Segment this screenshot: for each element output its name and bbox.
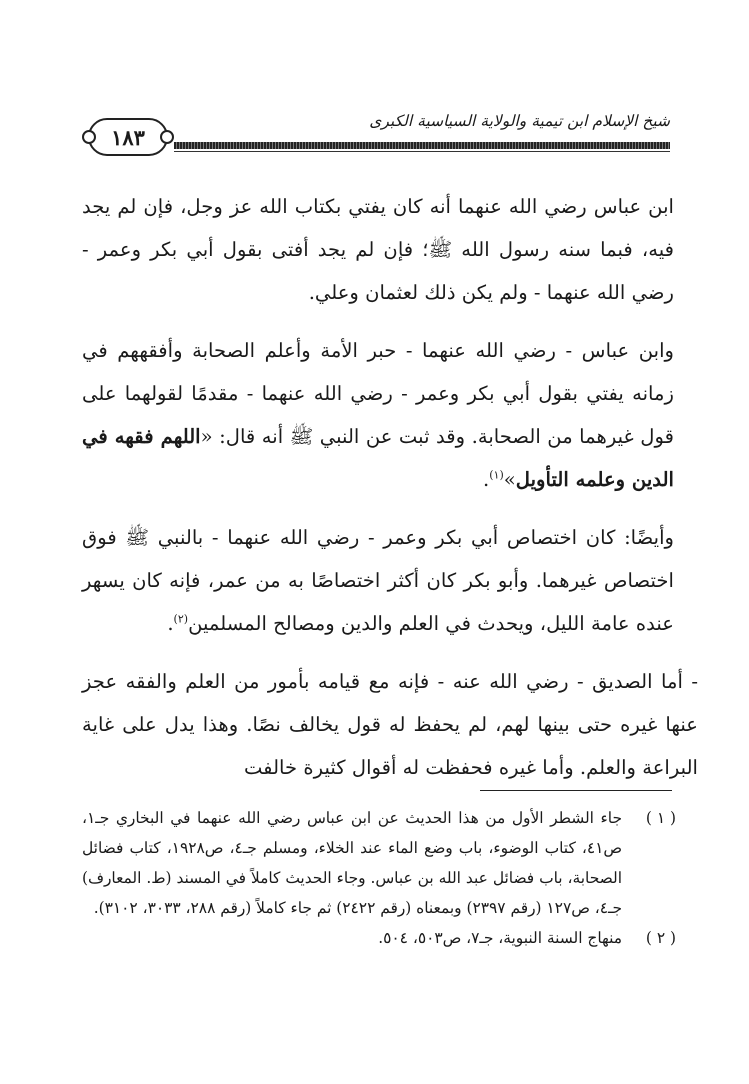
- footnote-divider: [480, 790, 672, 791]
- header-rule: [174, 142, 670, 149]
- paragraph-2: [82, 329, 674, 501]
- footnote-2-text: منهاج السنة النبوية، جـ٧، ص٥٠٣، ٥٠٤.: [378, 929, 622, 947]
- footnote-2-number: ( ٢ ): [645, 929, 676, 947]
- paragraph-3-text: وأيضًا: كان اختصاص أبي بكر وعمر - رضي الله عنهما - بالنبي ﷺ فوق اختصاص غيرهما. وأبو بكر كان أكثر اختصاصًا به من عمر، فإنه كان يسهر عنده عامة الليل، ويحدث في العلم والدين ومصالح المسلمين: [82, 526, 674, 635]
- paragraph-1: ابن عباس رضي الله عنهما أنه كان يفتي بكتاب الله عز وجل، فإن لم يجد فيه، فبما سنه رسول الله ﷺ؛ فإن لم يجد أفتى بقول أبي بكر وعمر - رضي الله عنهما - ولم يكن ذلك لعثمان وعلي.: [82, 195, 674, 304]
- footnote-ref-2[interactable]: (٢): [173, 612, 189, 626]
- footnote-1-text: جاء الشطر الأول من هذا الحديث عن ابن عباس رضي الله عنهما في البخاري جـ١، ص٤١، كتاب الوضوء، باب وضع الماء عند الخلاء، ومسلم جـ٤، ص١٩٢٨، كتاب فضائل الصحابة، باب فضائل عبد الله بن عباس. وجاء الحديث كاملاً في المسند (ط. المعارف) جـ٤، ص١٢٧ (رقم ٢٣٩٧) وبمعناه (رقم ٢٤٢٢) ثم جاء كاملاً (رقم ٢٨٨، ٣٠٣٣، ٣١٠٢).: [82, 809, 622, 917]
- page-header: [88, 112, 670, 162]
- paragraph-3: [82, 516, 674, 645]
- footnotes: [82, 803, 676, 953]
- quote-close: »: [503, 468, 516, 491]
- footnote-ref-1[interactable]: (١): [489, 468, 504, 482]
- hadith-quote: اللهم فقهه في الدين وعلمه التأويل: [82, 425, 674, 491]
- paragraph-2-end: .: [483, 468, 490, 491]
- page-number-badge: [88, 118, 168, 156]
- paragraph-3-end: .: [167, 612, 174, 635]
- page-number: ١٨٣: [111, 124, 145, 150]
- running-title: شيخ الإسلام ابن تيمية والولاية السياسية الكبرى: [369, 112, 670, 130]
- footnote-1-number: ( ١ ): [645, 809, 676, 827]
- paragraph-4: - أما الصديق - رضي الله عنه - فإنه مع قيامه بأمور من العلم والفقه عجز عنها غيره حتى بينها لهم، لم يحفظ له قول يخالف نصًا. وهذا يدل على غاية البراعة والعلم. وأما غيره فحفظت له أقوال كثيرة خالفت: [82, 670, 698, 779]
- footnote-2: [82, 923, 676, 953]
- footnote-1: [82, 803, 676, 923]
- main-text: [82, 185, 698, 804]
- paragraph-2-text: وابن عباس - رضي الله عنهما - حبر الأمة وأعلم الصحابة وأفقههم في زمانه يفتي بقول أبي بكر وعمر - رضي الله عنهما - مقدمًا لقولهما على قول غيرهما من الصحابة. وقد ثبت عن النبي ﷺ أنه قال: «: [82, 339, 674, 448]
